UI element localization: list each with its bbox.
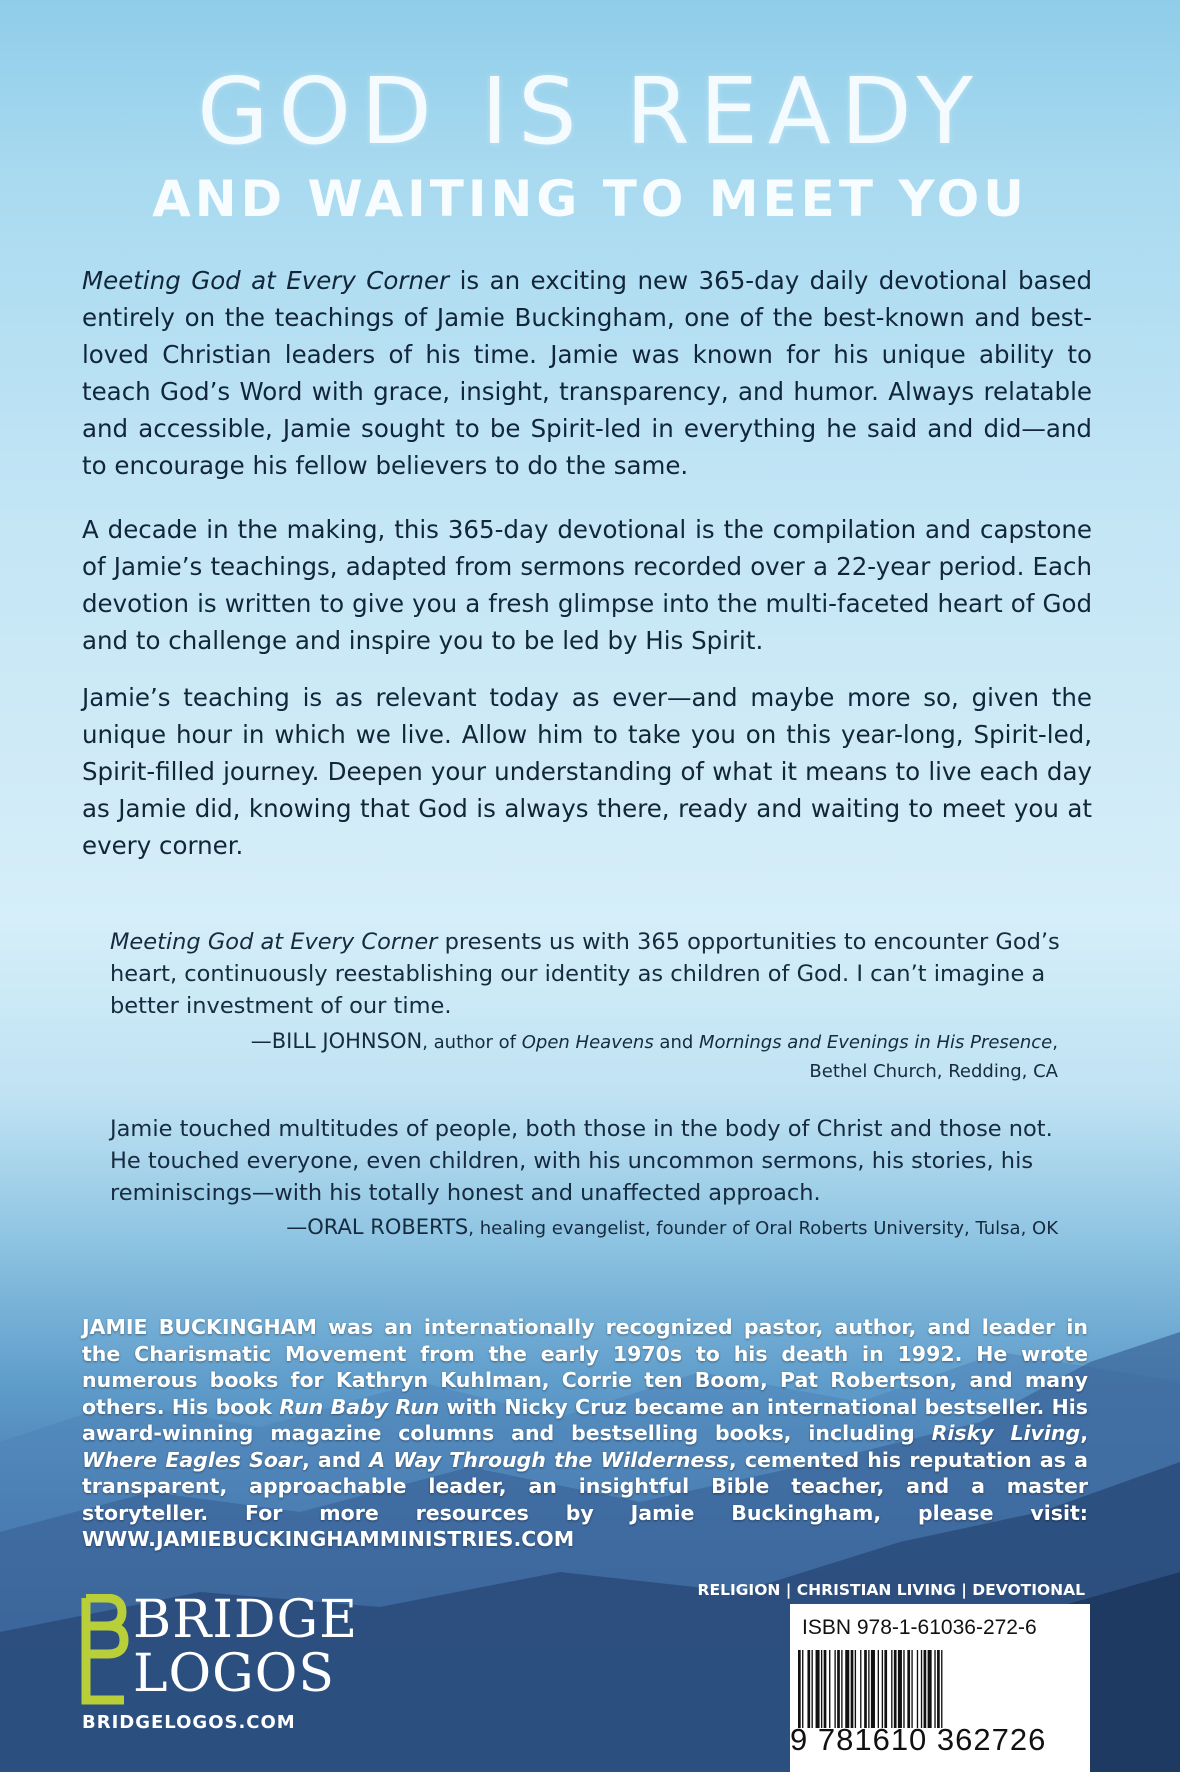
logo-text-logos: LOGOS bbox=[133, 1644, 335, 1704]
bio-text: was an internationally recognized pastor, author, and leader in the Charismatic Movement from the early 1970s to his death in 1992. He wrote numerous books for Kathryn Kuhlman, Corrie ten Boom, Pat Robertson, and many others. His book bbox=[82, 1315, 1088, 1419]
barcode-bar bbox=[884, 1650, 887, 1728]
barcode-bar bbox=[821, 1650, 822, 1728]
barcode-bar bbox=[837, 1650, 840, 1728]
barcode-bar bbox=[864, 1650, 867, 1728]
barcode-bar bbox=[807, 1650, 810, 1728]
isbn-number: ISBN 978-1-61036-272-6 bbox=[802, 1616, 1037, 1639]
bio-text: with Nicky Cruz became an international bestseller. His award-winning magazine columns and bestselling books, including bbox=[82, 1394, 1088, 1445]
barcode-bar bbox=[802, 1650, 803, 1728]
barcode-bar bbox=[903, 1650, 904, 1728]
barcode-bar bbox=[829, 1650, 830, 1728]
attribution-text: , bbox=[1052, 1032, 1058, 1053]
description-text: is an exciting new 365-day daily devotional based entirely on the teachings of Jamie Buckingham, one of the best-known and best-loved Christian leaders of his time. Jamie was known for his unique ability to teach God’s Word with grace, insight, transparency, and humor. Always relatable and accessible, Jamie sought to be Spirit-led in everything he said and did—and to encourage his fellow believers to do the same. bbox=[82, 266, 1093, 480]
author-website[interactable]: WWW.JAMIEBUCKINGHAMMINISTRIES.COM bbox=[82, 1527, 575, 1551]
endorsement-attribution-1 bbox=[251, 1027, 1058, 1086]
attribution-text: and bbox=[653, 1032, 700, 1053]
attribution-text: , healing evangelist, founder of Oral Roberts University, Tulsa, OK bbox=[468, 1218, 1058, 1239]
barcode-bar bbox=[841, 1650, 842, 1728]
barcode-digits: 9 781610 362726 bbox=[790, 1722, 1047, 1757]
barcode-bar bbox=[851, 1650, 854, 1728]
barcode-bar bbox=[871, 1650, 875, 1728]
barcode-bar bbox=[891, 1650, 892, 1728]
endorsement-attribution-2 bbox=[286, 1213, 1058, 1243]
barcode-bar bbox=[812, 1650, 813, 1728]
publisher-website[interactable]: BRIDGELOGOS.COM bbox=[82, 1712, 296, 1733]
barcode-bar bbox=[941, 1650, 942, 1728]
bio-book: Risky Living bbox=[931, 1421, 1081, 1445]
barcode-bar bbox=[911, 1650, 912, 1728]
barcode-bar bbox=[934, 1650, 935, 1728]
endorser-affiliation: Bethel Church, Redding, CA bbox=[809, 1061, 1058, 1082]
bio-text: , and bbox=[301, 1447, 370, 1472]
barcode-bar bbox=[894, 1650, 897, 1728]
bl-logo-mark bbox=[78, 1594, 130, 1706]
quote-text: presents us with 365 opportunities to encounter God’s heart, continuously reestablishing our identity as children of God. I can’t imagine a better investment of our time. bbox=[110, 929, 1060, 1019]
barcode-bar bbox=[860, 1650, 861, 1728]
barcode-bar bbox=[921, 1650, 922, 1728]
bio-book: Run Baby Run bbox=[279, 1394, 440, 1419]
barcode-bar bbox=[882, 1650, 883, 1728]
logo-text-bridge: BRIDGE bbox=[133, 1590, 359, 1650]
endorser-book: Open Heavens bbox=[521, 1032, 654, 1053]
barcode-bar bbox=[816, 1650, 820, 1728]
author-bio bbox=[82, 1314, 1088, 1553]
barcode-bar bbox=[898, 1650, 902, 1728]
barcode-bar bbox=[868, 1650, 869, 1728]
bio-book: A Way Through the Wilderness bbox=[369, 1447, 729, 1472]
endorser-name: —ORAL ROBERTS bbox=[286, 1215, 469, 1239]
endorsement-quote-1 bbox=[110, 926, 1060, 1022]
barcode-bar bbox=[824, 1650, 827, 1728]
barcode-bar bbox=[798, 1650, 801, 1728]
barcode-bar bbox=[917, 1650, 918, 1728]
barcode-bar bbox=[845, 1650, 849, 1728]
subheadline: AND WAITING TO MEET YOU bbox=[152, 170, 1028, 228]
description-paragraph-3: Jamie’s teaching is as relevant today as ever—and maybe more so, given the unique hour in which we live. Allow him to take you on this year-long, Spirit-led, Spirit-filled journey. Deepen your understanding of what it means to live each day as Jamie did, knowing that God is always there, ready and waiting to meet you at every corner. bbox=[82, 683, 1092, 860]
publisher-logo bbox=[78, 1590, 378, 1704]
barcode-bar bbox=[878, 1650, 879, 1728]
barcode-bar bbox=[937, 1650, 940, 1728]
barcode-bar bbox=[834, 1650, 835, 1728]
barcode-bar bbox=[928, 1650, 932, 1728]
barcode-bar bbox=[924, 1650, 927, 1728]
barcode-bar bbox=[907, 1650, 910, 1728]
headline: GOD IS READY bbox=[197, 58, 983, 165]
bio-text: , cemented his reputation as a transparent, approachable leader, an insightful Bible teacher, and a master storyteller. For more resources by Jamie Buckingham, please visit: bbox=[82, 1447, 1088, 1525]
description-paragraph-1 bbox=[82, 262, 1092, 484]
bio-book: Where Eagles Soar bbox=[82, 1447, 302, 1472]
endorsement-quote-2: Jamie touched multitudes of people, both those in the body of Christ and those not. He touched everyone, even children, with his uncommon sermons, his stories, his reminiscings—with his totally honest and unaffected approach. bbox=[110, 1116, 1053, 1206]
endorser-book: Mornings and Evenings in His Presence bbox=[699, 1032, 1053, 1053]
author-name: JAMIE BUCKINGHAM bbox=[82, 1315, 317, 1339]
description-paragraph-2: A decade in the making, this 365-day devotional is the compilation and capstone of Jamie’s teachings, adapted from sermons recorded over a 22-year period. Each devotion is written to give you a fresh glimpse into the multi-faceted heart of God and to challenge and inspire you to be led by His Spirit. bbox=[82, 515, 1092, 655]
barcode-graphic bbox=[796, 1650, 1058, 1728]
endorser-name: —BILL JOHNSON bbox=[250, 1029, 423, 1053]
barcode-bar bbox=[855, 1650, 856, 1728]
book-title: Meeting God at Every Corner bbox=[82, 266, 450, 295]
bio-text: , bbox=[1080, 1421, 1088, 1445]
category-label: RELIGION | CHRISTIAN LIVING | DEVOTIONAL bbox=[697, 1581, 1085, 1599]
attribution-text: , author of bbox=[422, 1032, 522, 1053]
book-title: Meeting God at Every Corner bbox=[110, 929, 438, 955]
